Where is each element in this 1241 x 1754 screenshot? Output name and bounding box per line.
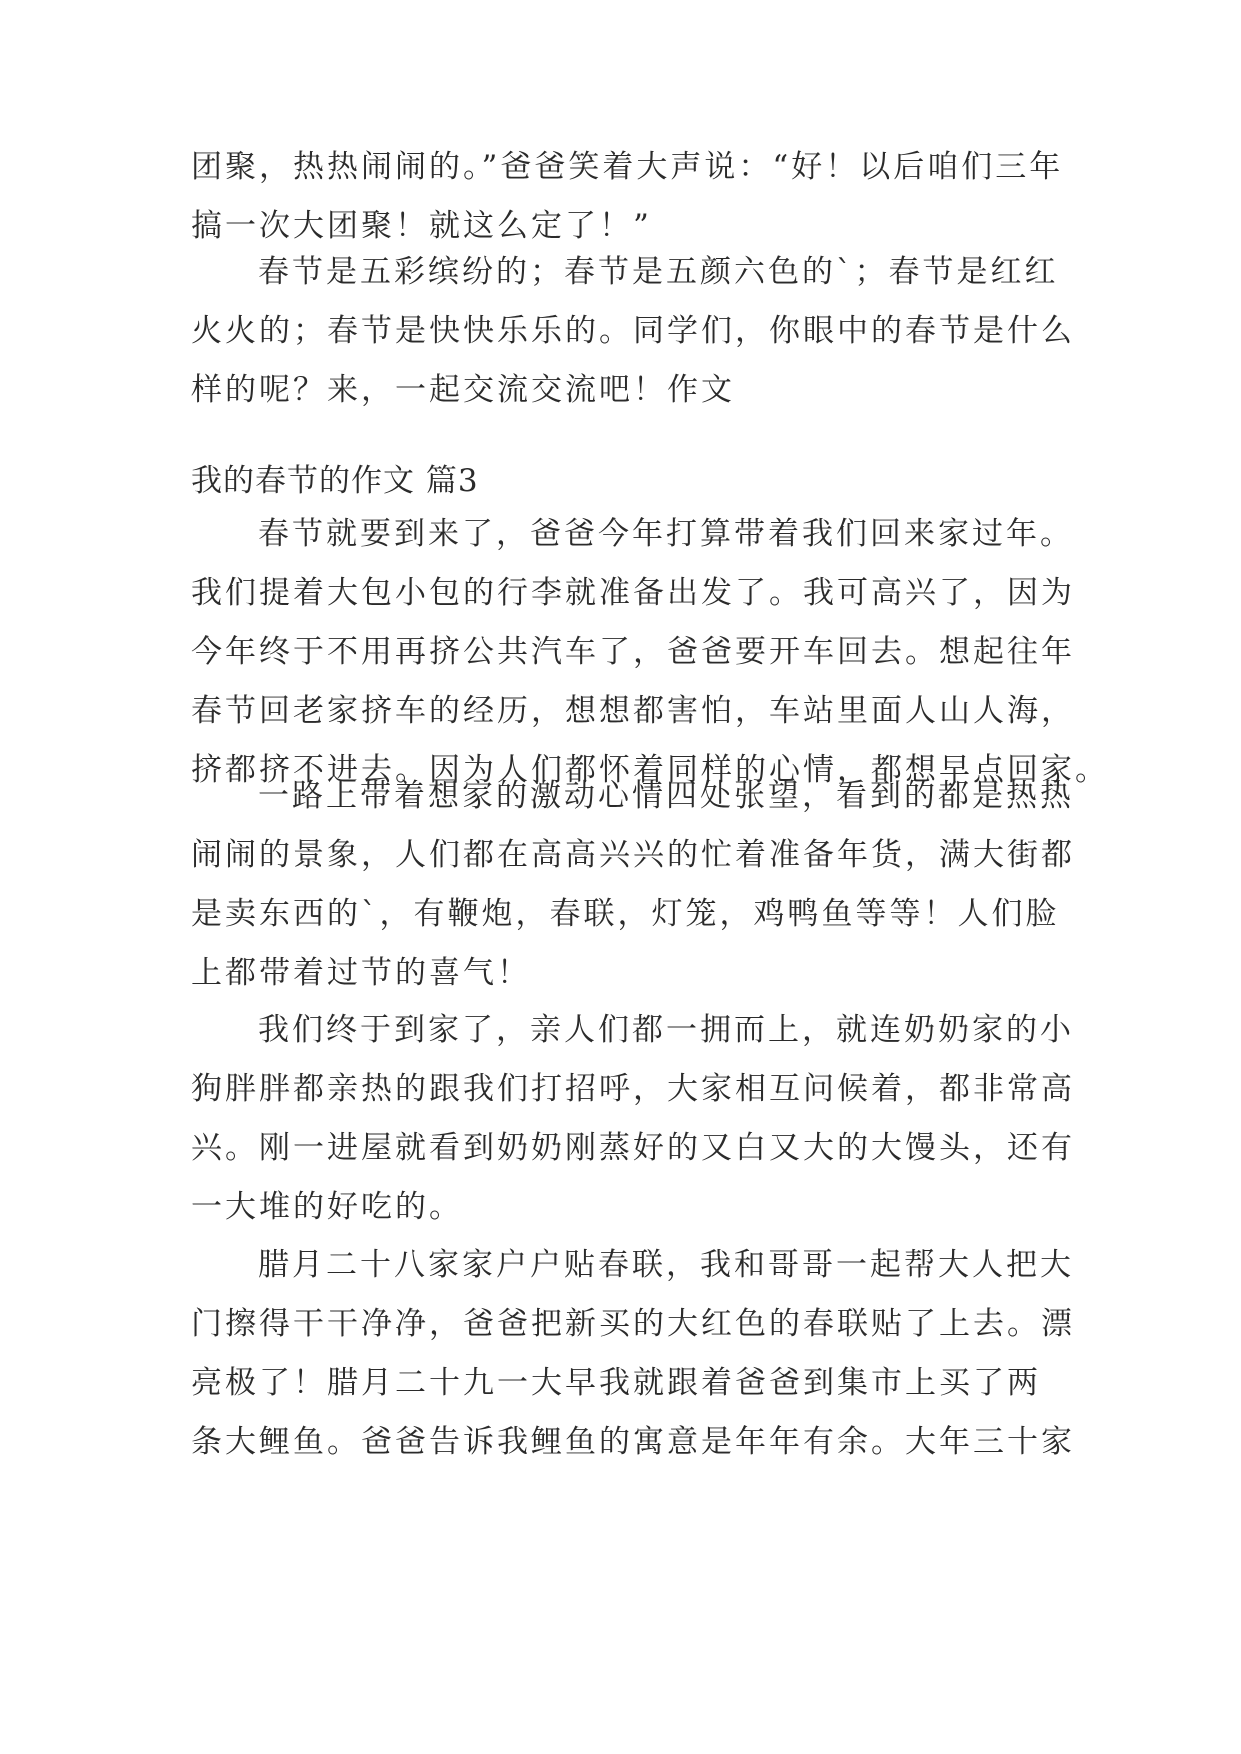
text-line: 今年终于不用再挤公共汽车了，爸爸要开车回去。想起往年 [191,634,1075,670]
text-line: 样的呢？来，一起交流交流吧！作文 [191,372,735,408]
paragraph-closing [191,243,1075,420]
text-line: 搞一次大团聚！就这么定了！” [191,208,652,244]
text-line: 狗胖胖都亲热的跟我们打招呼，大家相互问候着，都非常高 [191,1071,1075,1107]
paragraph-4 [191,1236,1075,1472]
text-line: 火火的；春节是快快乐乐的。同学们，你眼中的春节是什么 [191,313,1075,349]
text-line: 春节是五彩缤纷的；春节是五颜六色的`；春节是红红 [258,254,1059,290]
paragraph-continued [191,138,1064,256]
text-line: 我们终于到家了，亲人们都一拥而上，就连奶奶家的小 [258,1012,1074,1048]
text-line: 春节回老家挤车的经历，想想都害怕，车站里面人山人海， [191,693,1075,729]
text-line: 是卖东西的`，有鞭炮，春联，灯笼，鸡鸭鱼等等！人们脸 [191,896,1060,932]
text-line: 腊月二十八家家户户贴春联，我和哥哥一起帮大人把大 [258,1247,1074,1283]
text-line: 兴。刚一进屋就看到奶奶刚蒸好的又白又大的大馒头，还有 [191,1130,1075,1166]
text-line: 闹闹的景象，人们都在高高兴兴的忙着准备年货，满大街都 [191,837,1075,873]
text-line: 春节就要到来了，爸爸今年打算带着我们回来家过年。 [258,516,1074,552]
text-line: 条大鲤鱼。爸爸告诉我鲤鱼的寓意是年年有余。大年三十家 [191,1424,1075,1460]
text-line: 上都带着过节的喜气！ [191,955,531,991]
text-line: 我们提着大包小包的行李就准备出发了。我可高兴了，因为 [191,575,1075,611]
text-line: 团聚，热热闹闹的。”爸爸笑着大声说：“好！以后咱们三年 [191,149,1064,185]
heading-text: 我的春节的作文 篇3 [191,463,479,499]
text-line: 门擦得干干净净，爸爸把新买的大红色的春联贴了上去。漂 [191,1306,1075,1342]
text-line: 亮极了！腊月二十九一大早我就跟着爸爸到集市上买了两 [191,1365,1041,1401]
text-line: 挤都挤不进去。因为人们都怀着同样的心情，都想早点回家。 [191,752,1109,788]
section-heading [191,452,1061,511]
paragraph-3 [191,1001,1075,1237]
paragraph-1 [191,505,1109,800]
text-line: 一路上带着想家的激动心情四处张望，看到的都是热热 [258,778,1074,814]
paragraph-2 [191,767,1075,1003]
text-line: 一大堆的好吃的。 [191,1189,463,1225]
